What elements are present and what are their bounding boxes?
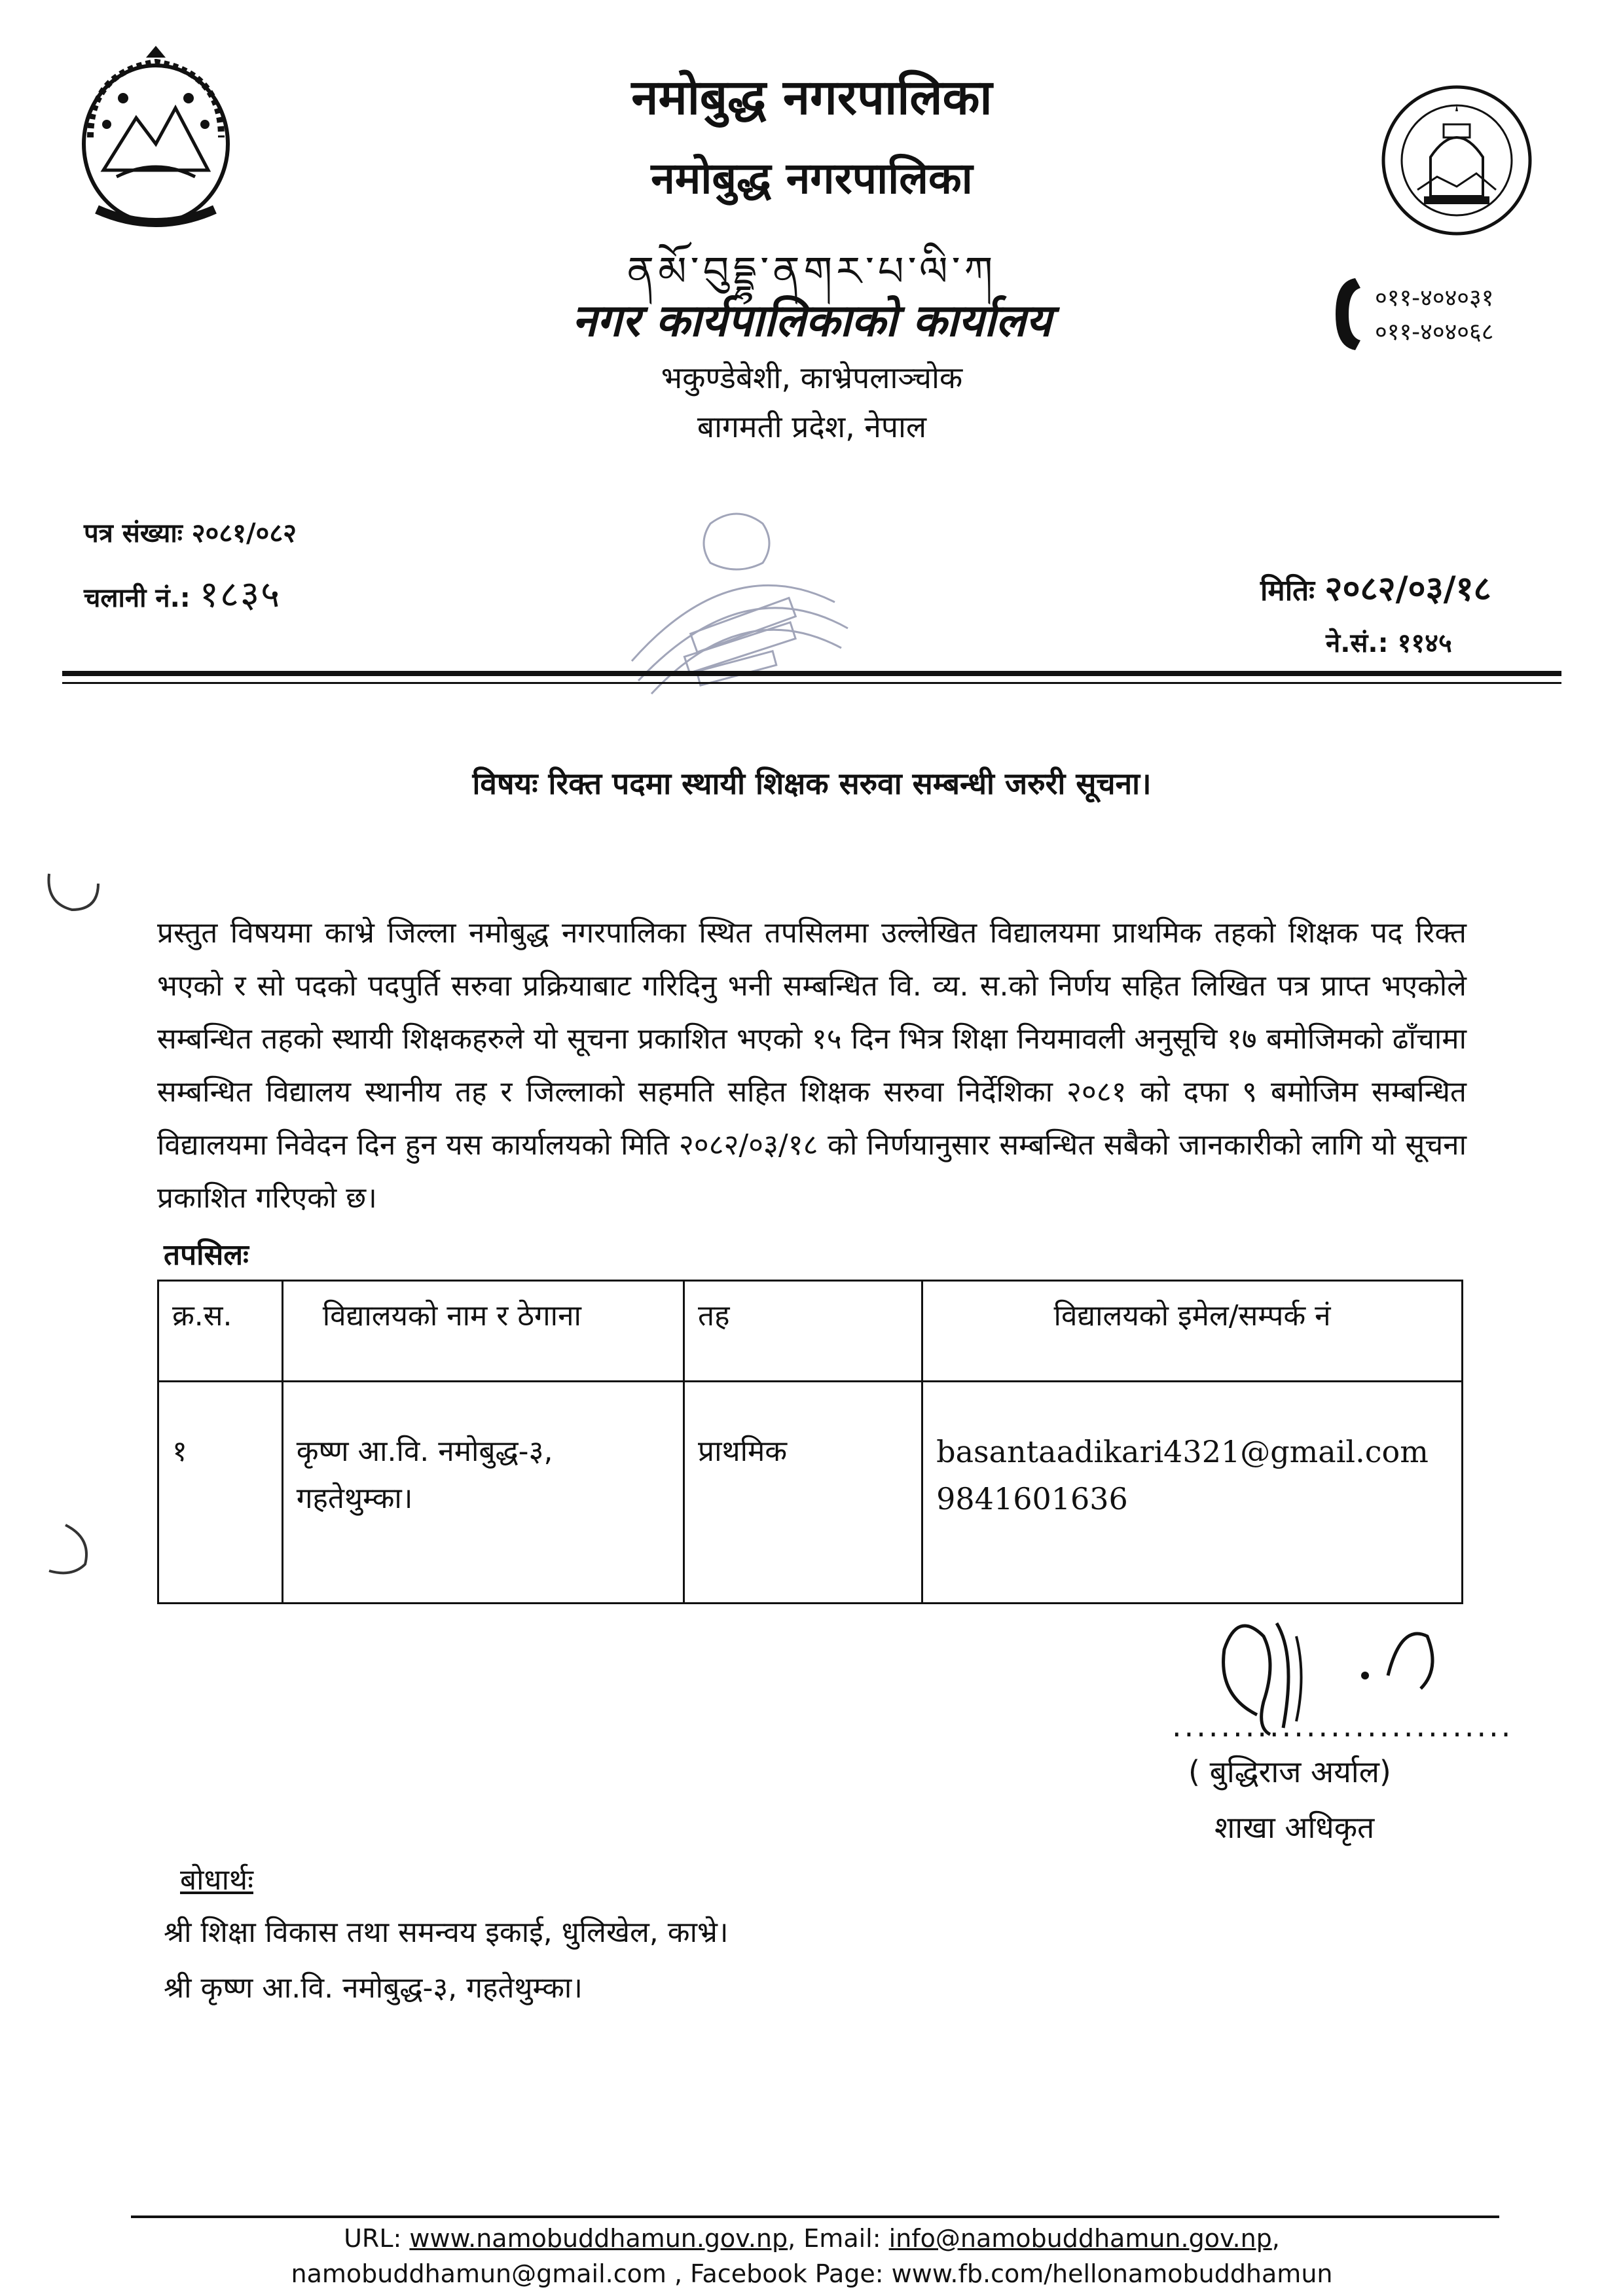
school-email: basantaadikari4321@gmail.com: [936, 1434, 1429, 1469]
phone-number-1: ०११-४०४०३१: [1375, 285, 1494, 312]
date-row: [1260, 564, 1491, 611]
table-header-row: [158, 1281, 1463, 1382]
col-header-serial: क्र.स.: [158, 1281, 283, 1382]
cc-label: बोधार्थः: [180, 1863, 253, 1897]
phone-icon: [1329, 275, 1368, 353]
signatory-name: ( बुद्धिराज अर्याल): [1188, 1754, 1391, 1789]
address-line-2: बागमती प्रदेश, नेपाल: [697, 409, 927, 444]
letter-number-row: [84, 514, 297, 550]
notice-paragraph: प्रस्तुत विषयमा काभ्रे जिल्ला नमोबुद्ध नगरपालिका स्थित तपसिलमा उल्लेखित विद्यालयमा प्राथमिक तहको शिक्षक पद रिक्त भएको र सो पदको पदपुर्ति सरुवा प्रक्रियाबाट गरिदिनु भनी सम्बन्धित वि. व्य. स.को निर्णय सहित लिखित पत्र प्राप्त भएकोले सम्बन्धित तहको स्थायी शिक्षकहरुले यो सूचना प्रकाशित भएको १५ दिन भित्र शिक्षा नियमावली अनुसूचि १७ बमोजिमको ढाँचामा सम्बन्धित विद्यालय स्थानीय तह र जिल्लाको सहमति सहित शिक्षक सरुवा निर्देशिका २०८१ को दफा ९ बमोजिम सम्बन्धित विद्यालयमा निवेदन दिन हुन यस कार्यालयको मिति २०८२/०३/१८ को निर्णयानुसार सम्बन्धित सबैको जानकारीको लागि यो सूचना प्रकाशित गरिएको छ।: [157, 916, 1467, 1215]
col-header-level: तह: [684, 1281, 922, 1382]
letter-number: २०८१/०८२: [191, 518, 297, 548]
cc-item-2: श्री कृष्ण आ.वि. नमोबुद्ध-३, गहतेथुम्का।: [164, 1971, 583, 2005]
footer-gmail[interactable]: namobuddhamun@gmail.com: [291, 2259, 666, 2288]
tapsil-label: तपसिलः: [164, 1238, 249, 1272]
school-address: गहतेथुम्का।: [296, 1482, 413, 1515]
cell-level: प्राथमिक: [684, 1382, 922, 1604]
notice-body: [157, 906, 1467, 1225]
punch-mark-icon: [39, 864, 105, 916]
nepal-sambat-label: ने.सं.:: [1326, 628, 1389, 658]
footer-facebook-link[interactable]: www.fb.com/hellonamobuddhamun: [891, 2259, 1333, 2288]
date-value: २०८२/०३/१८: [1324, 569, 1491, 609]
school-name: कृष्ण आ.वि. नमोबुद्ध-३,: [296, 1435, 553, 1468]
nepal-sambat-value: ११४५: [1397, 628, 1452, 658]
col-header-school: विद्यालयको नाम र ठेगाना: [282, 1281, 684, 1382]
dispatch-number-label: चलानी नं.:: [84, 583, 191, 613]
header-rule-thick: [62, 671, 1561, 676]
nepal-sambat-row: [1326, 624, 1452, 660]
address-line-1: भकुण्डेबेशी, काभ्रेपलाञ्चोक: [661, 360, 963, 395]
signature-dots: ............................: [1172, 1708, 1514, 1744]
footer-line-2: [157, 2259, 1467, 2288]
footer-url-label: URL:: [344, 2224, 410, 2253]
municipality-name-tibetan: ནམོ་བུདྡྷ་ནགར་པ་ལི་ཀ: [627, 247, 997, 295]
municipality-name-nepali: नमोबुद्ध नगरपालिका: [631, 69, 993, 126]
municipality-name-newari: नमोबुद्ध नगरपालिका: [651, 153, 973, 204]
date-label: मितिः: [1260, 574, 1315, 607]
cell-school: [282, 1382, 684, 1604]
punch-mark-icon: [39, 1512, 105, 1584]
dispatch-number-row: [84, 568, 281, 618]
cc-item-1: श्री शिक्षा विकास तथा समन्वय इकाई, धुलिखेल, काभ्रे।: [164, 1916, 729, 1949]
col-header-contact: विद्यालयको इमेल/सम्पर्क नं: [922, 1281, 1463, 1382]
footer-email-link[interactable]: info@namobuddhamun.gov.np: [888, 2224, 1272, 2253]
table-row: [158, 1382, 1463, 1604]
office-name: नगर कार्यपालिकाको कार्यालय: [572, 295, 1052, 347]
subject: विषयः रिक्त पदमा स्थायी शिक्षक सरुवा सम्बन्धी जरुरी सूचना।: [472, 766, 1152, 801]
footer-rule: [131, 2215, 1499, 2218]
cell-serial: १: [158, 1382, 283, 1604]
footer-url-link[interactable]: www.namobuddhamun.gov.np: [409, 2224, 788, 2253]
header-rule-thin: [62, 682, 1561, 684]
municipality-seal-icon: [1378, 79, 1535, 242]
phone-number-2: ०११-४०४०६८: [1375, 319, 1494, 346]
signatory-title: शाखा अधिकृत: [1214, 1810, 1375, 1845]
footer-line-1: [157, 2224, 1467, 2253]
footer-email-label: , Email:: [788, 2224, 889, 2253]
dispatch-number: १८३५: [199, 573, 282, 616]
letter-number-label: पत्र संख्याः: [84, 518, 183, 548]
cell-contact: [922, 1382, 1463, 1604]
footer-facebook-label: , Facebook Page:: [666, 2259, 892, 2288]
vacancy-table: [157, 1280, 1463, 1604]
footer-email-end: ,: [1271, 2224, 1280, 2253]
school-phone: 9841601636: [936, 1481, 1128, 1516]
nepal-emblem-icon: [77, 46, 234, 236]
